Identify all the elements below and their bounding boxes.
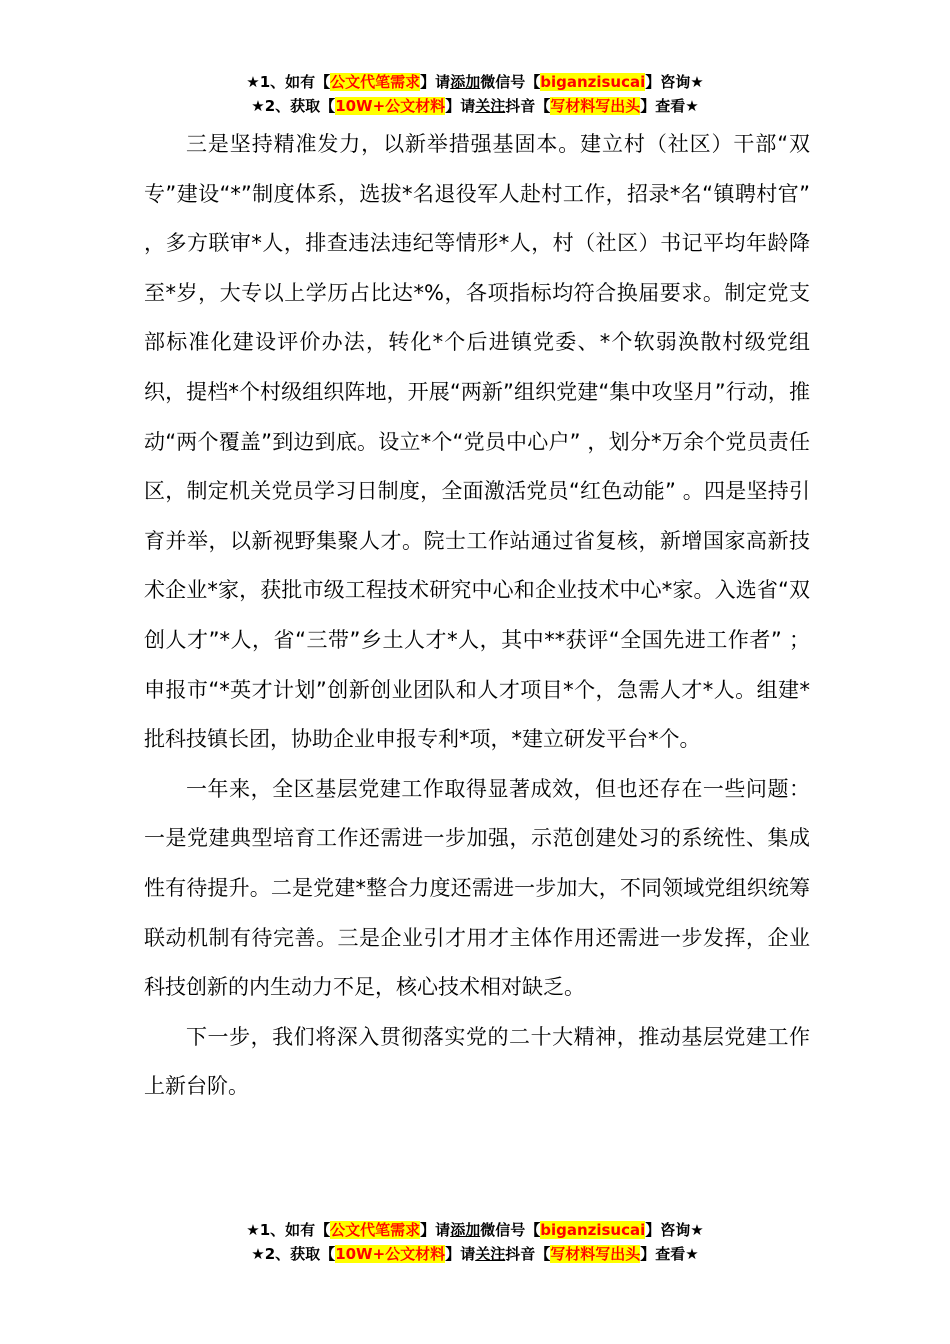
footer-wechat-label: 微信号【 bbox=[480, 1221, 541, 1239]
header-line-1 bbox=[0, 70, 950, 94]
footer-line-1-prefix: ★1、如有【 bbox=[246, 1221, 331, 1239]
header-wechat-label: 微信号【 bbox=[480, 73, 541, 91]
header-douyin-account: 写材料写出头 bbox=[550, 97, 641, 115]
header-line-1-suffix: 】咨询★ bbox=[645, 73, 704, 91]
header-line-2-mid: 】请 bbox=[445, 97, 476, 115]
footer-line-1-mid: 】请 bbox=[420, 1221, 451, 1239]
footer-line-2-suffix: 】查看★ bbox=[640, 1245, 699, 1263]
footer-add-text: 添加 bbox=[450, 1221, 481, 1239]
footer-douyin-account: 写材料写出头 bbox=[550, 1245, 641, 1263]
header-douyin-label: 抖音【 bbox=[505, 97, 551, 115]
footer-line-1 bbox=[0, 1218, 950, 1242]
header-materials-highlight: 10W+公文材料 bbox=[335, 97, 446, 115]
header-line-2 bbox=[0, 94, 950, 118]
footer-line-2 bbox=[0, 1242, 950, 1266]
footer-wechat-id: biganzisucai bbox=[540, 1221, 646, 1239]
footer-line-1-suffix: 】咨询★ bbox=[645, 1221, 704, 1239]
footer-materials-highlight: 10W+公文材料 bbox=[335, 1245, 446, 1263]
header-line-2-suffix: 】查看★ bbox=[640, 97, 699, 115]
footer-line-2-prefix: ★2、获取【 bbox=[251, 1245, 336, 1263]
document-body bbox=[144, 120, 810, 1112]
header-line-1-mid: 】请 bbox=[420, 73, 451, 91]
footer-douyin-label: 抖音【 bbox=[505, 1245, 551, 1263]
header-wechat-id: biganzisucai bbox=[540, 73, 646, 91]
header-banner bbox=[0, 70, 950, 118]
paragraph-problems: 一年来，全区基层党建工作取得显著成效，但也还存在一些问题：一是党建典型培育工作还需进一步加强，示范创建处习的系统性、集成性有待提升。二是党建*整合力度还需进一步加大，不同领域党组织统筹联动机制有待完善。三是企业引才用才主体作用还需进一步发挥，企业科技创新的内生动力不足，核心技术相对缺乏。 bbox=[144, 776, 810, 1000]
footer-follow-text: 关注 bbox=[475, 1245, 506, 1263]
header-line-2-prefix: ★2、获取【 bbox=[251, 97, 336, 115]
footer-ghostwriting-highlight: 公文代笔需求 bbox=[330, 1221, 421, 1239]
header-add-text: 添加 bbox=[450, 73, 481, 91]
paragraph-measures: 三是坚持精准发力，以新举措强基固本。建立村（社区）干部“双专”建设“*”制度体系，选拔*名退役军人赴村工作，招录*名“镇聘村官” ，多方联审*人，排查违法违纪等情形*人，村（社区）书记平均年龄降至*岁，大专以上学历占比达*%，各项指标均符合换届要求。制定党支部标准化建设评价办法，转化*个后进镇党委、*个软弱涣散村级党组织，提档*个村级组织阵地，开展“两新”组织党建“集中攻坚月”行动，推动“两个覆盖”到边到底。设立*个“党员中心户” ，划分*万余个党员责任区，制定机关党员学习日制度，全面激活党员“红色动能” 。四是坚持引育并举，以新视野集聚人才。院士工作站通过省复核，新增国家高新技术企业*家，获批市级工程技术研究中心和企业技术中心*家。入选省“双创人才”*人，省“三带”乡土人才*人，其中**获评“全国先进工作者” ；申报市“*英才计划”创新创业团队和人才项目*个，急需人才*人。组建*批科技镇长团，协助企业申报专利*项，*建立研发平台*个。 bbox=[144, 132, 810, 752]
footer-line-2-mid: 】请 bbox=[445, 1245, 476, 1263]
header-ghostwriting-highlight: 公文代笔需求 bbox=[330, 73, 421, 91]
header-line-1-prefix: ★1、如有【 bbox=[246, 73, 331, 91]
paragraph-next-steps: 下一步，我们将深入贯彻落实党的二十大精神，推动基层党建工作上新台阶。 bbox=[144, 1024, 810, 1099]
header-follow-text: 关注 bbox=[475, 97, 506, 115]
footer-banner bbox=[0, 1218, 950, 1266]
